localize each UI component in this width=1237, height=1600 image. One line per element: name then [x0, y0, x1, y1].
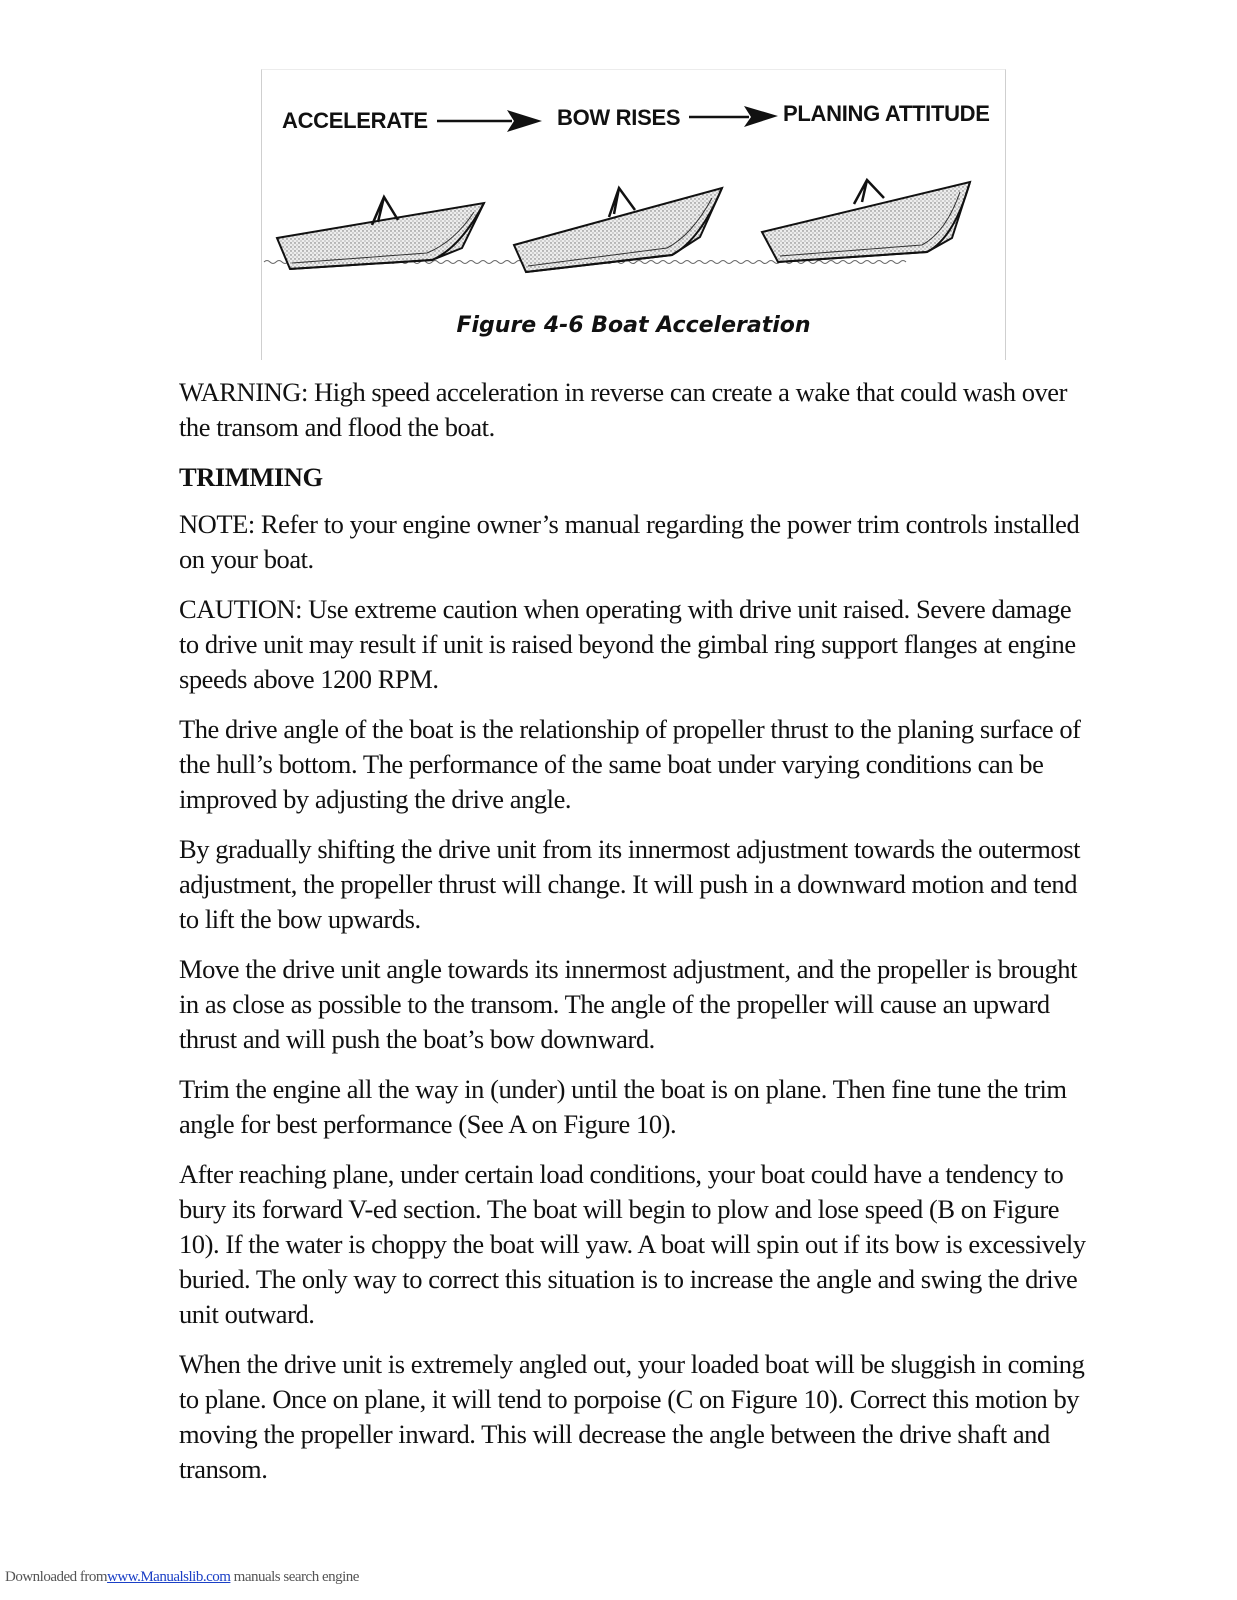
footer-prefix: Downloaded from — [5, 1569, 108, 1585]
body-paragraph: By gradually shifting the drive unit from its innermost adjustment towards the outermost adjustment, the propeller thrust will change. It will push in a downward motion and tend to lift the bow upwards. — [179, 834, 1081, 934]
label-planing-attitude: PLANING ATTITUDE — [783, 101, 990, 126]
arrow-icon — [437, 110, 542, 132]
figure-caption: Figure 4-6 Boat Acceleration — [456, 313, 811, 338]
footer-suffix: manuals search engine — [230, 1569, 359, 1585]
body-paragraph: Move the drive unit angle towards its innermost adjustment, and the propeller is brought in as close as possible to the transom. The angle of the propeller will cause an upward thrust and will push the boat’s bow downward. — [179, 954, 1078, 1054]
section-heading: TRIMMING — [179, 462, 323, 492]
caution-paragraph: CAUTION: Use extreme caution when operating with drive unit raised. Severe damage to drive unit may result if unit is raised beyond the gimbal ring support flanges at engine speeds above 1200 RPM. — [179, 594, 1076, 694]
figure-4-6 — [261, 69, 1006, 360]
label-accelerate: ACCELERATE — [282, 108, 428, 133]
manualslib-link[interactable]: www.Manualslib.com — [107, 1569, 231, 1585]
download-footer — [5, 1569, 359, 1586]
boat-bow-rises — [514, 188, 722, 272]
body-paragraph: The drive angle of the boat is the relationship of propeller thrust to the planing surface of the hull’s bottom. The performance of the same boat under varying conditions can be improved by adjusting the drive angle. — [179, 714, 1081, 814]
note-paragraph: NOTE: Refer to your engine owner’s manual regarding the power trim controls installed on your boat. — [179, 509, 1080, 574]
label-bow-rises: BOW RISES — [557, 105, 681, 130]
body-paragraph: After reaching plane, under certain load conditions, your boat could have a tendency to bury its forward V-ed section. The boat will begin to plow and lose speed (B on Figure 10). If the water is choppy the boat will yaw. A boat will spin out if its bow is excessively buried. The only way to correct this situation is to increase the angle and swing the drive unit outward. — [179, 1159, 1086, 1329]
warning-paragraph: WARNING: High speed acceleration in reverse can create a wake that could wash over the transom and flood the boat. — [179, 377, 1067, 442]
body-paragraph: Trim the engine all the way in (under) until the boat is on plane. Then fine tune the trim angle for best performance (See A on Figure 10). — [179, 1074, 1067, 1139]
manual-body — [179, 375, 1089, 1502]
arrow-icon — [689, 106, 778, 127]
boat-accelerate — [277, 197, 484, 269]
body-paragraph: When the drive unit is extremely angled out, your loaded boat will be sluggish in coming to plane. Once on plane, it will tend to porpoise (C on Figure 10). Correct this motion by moving the propeller inward. This will decrease the angle between the drive shaft and transom. — [179, 1349, 1085, 1484]
boat-planing-attitude — [762, 180, 970, 262]
